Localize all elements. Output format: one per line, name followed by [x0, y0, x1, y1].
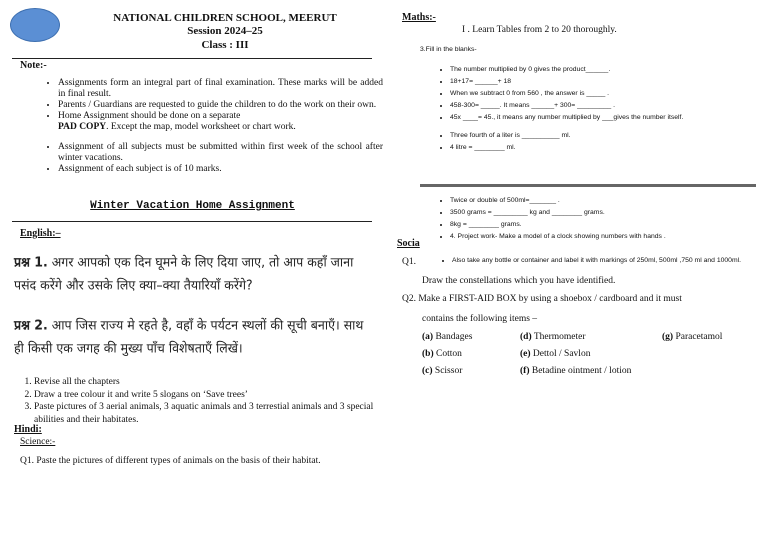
blank-item: • 8kg = ________ grams. [450, 219, 768, 231]
note-title: Note:- [20, 60, 47, 71]
social-q2-cont: contains the following items – [422, 314, 538, 324]
note-item: • Assignments form an integral part of final examination. These marks will be added in final result. [58, 78, 383, 100]
blank-item: • 4. Project work- Make a model of a clock showing numbers with hands . [450, 231, 768, 243]
blank-item: • Twice or double of 500ml=_______ . [450, 195, 768, 207]
class-label: Class : III [201, 39, 249, 51]
title-divider [12, 221, 372, 222]
blanks-list-c [436, 195, 768, 243]
hindi-q2-text: आप जिस राज्य मे रहते है, वहाँ के पर्यटन स्थलों की सूची बनाएँ। साथ ही किसी एक जगह की मुख्य पाँच विशेषताएँ लिखें। [14, 317, 364, 356]
first-aid-row [422, 366, 722, 383]
bottle-task: • Also take any bottle or container and label it with markings of 250ml, 500ml ,750 ml and 1000ml. [452, 256, 768, 266]
hindi-question-1 [14, 251, 374, 297]
blank-item: • 458-300= _____. It means ______+ 300= _________ . [450, 100, 768, 112]
session-label: Session 2024–25 [187, 25, 263, 37]
hindi-title: Hindi: [14, 424, 42, 435]
maths-item-1: I . Learn Tables from 2 to 20 thoroughly. [462, 25, 617, 35]
pad-copy-rest: . Except the map, model worksheet or chart work. [106, 122, 296, 132]
english-item: 1. Revise all the chapters [34, 376, 384, 389]
english-item: 3. Paste pictures of 3 aerial animals, 3 aquatic animals and 3 terrestial animals and 3 special abilities and their habitates. [34, 401, 384, 426]
maths-title: Maths:- [402, 12, 436, 23]
first-aid-cell: (c) Scissor [422, 366, 463, 376]
science-question: Q1. Paste the pictures of different types of animals on the basis of their habitat. [20, 456, 321, 466]
note-item: • Assignment of all subjects must be submitted within first week of the school after winter vacations. [58, 142, 383, 164]
hindi-q1-text: अगर आपको एक दिन घूमने के लिए दिया जाए, तो आप कहाँ जाना पसंद करेंगे और उसके लिए क्या–क्या तैयारियाँ करेंगे? [14, 254, 354, 293]
blank-item: • 45x ____= 45., it means any number multiplied by ___gives the number itself. [450, 112, 768, 124]
blank-item: • 18+17= ______+ 18 [450, 76, 768, 88]
bottle-task-list [438, 256, 768, 266]
school-logo [10, 8, 60, 42]
first-aid-row [422, 332, 722, 349]
first-aid-cell: (b) Cotton [422, 349, 462, 359]
pad-copy-label: PAD COPY [58, 122, 107, 132]
social-q1-label: Q1. [402, 257, 416, 267]
header-divider [12, 58, 372, 59]
social-q1-text: Draw the constellations which you have identified. [422, 276, 616, 286]
first-aid-table [422, 332, 722, 383]
hindi-q2-label: प्रश्न 2. [14, 317, 48, 333]
first-aid-cell: (d) Thermometer [520, 332, 586, 342]
note-item-text: Home Assignment should be done on a separate [58, 111, 241, 121]
blanks-list-b [436, 130, 768, 154]
first-aid-cell: (g) Paracetamol [662, 332, 723, 342]
blank-item: • Three fourth of a liter is __________ ml. [450, 130, 768, 142]
first-aid-cell: (f) Betadine ointment / lotion [520, 366, 632, 376]
assignment-title: Winter Vacation Home Assignment [90, 200, 295, 212]
maths-divider [420, 184, 756, 187]
blanks-list-a [436, 64, 768, 124]
social-q2: Q2. Make a FIRST-AID BOX by using a shoebox / cardboard and it must [402, 294, 682, 304]
blank-item: • The number multiplied by 0 gives the product______. [450, 64, 768, 76]
english-item: 2. Draw a tree colour it and write 5 slogans on ‘Save trees’ [34, 389, 384, 402]
note-item: • Parents / Guardians are requested to guide the children to do the work on their own. [58, 100, 383, 111]
hindi-q1-label: प्रश्न 1. [14, 254, 48, 270]
note-list [40, 78, 383, 175]
first-aid-cell: (e) Dettol / Savlon [520, 349, 591, 359]
blank-item: • When we subtract 0 from 560 , the answer is _____ . [450, 88, 768, 100]
first-aid-row [422, 349, 722, 366]
english-title: English:– [20, 228, 61, 239]
first-aid-items [422, 332, 762, 383]
social-title: Socia [397, 238, 420, 249]
school-name: NATIONAL CHILDREN SCHOOL, MEERUT [113, 12, 337, 24]
first-aid-cell: (a) Bandages [422, 332, 473, 342]
note-item [58, 111, 383, 133]
blank-item: • 4 litre = ________ ml. [450, 142, 768, 154]
english-list [18, 376, 384, 426]
note-item: • Assignment of each subject is of 10 marks. [58, 164, 383, 175]
blank-item: • 3500 grams = _________ kg and ________ grams. [450, 207, 768, 219]
fill-blanks-heading: 3.Fill in the blanks- [420, 46, 477, 53]
hindi-question-2 [14, 314, 374, 360]
science-title: Science:- [20, 437, 56, 447]
